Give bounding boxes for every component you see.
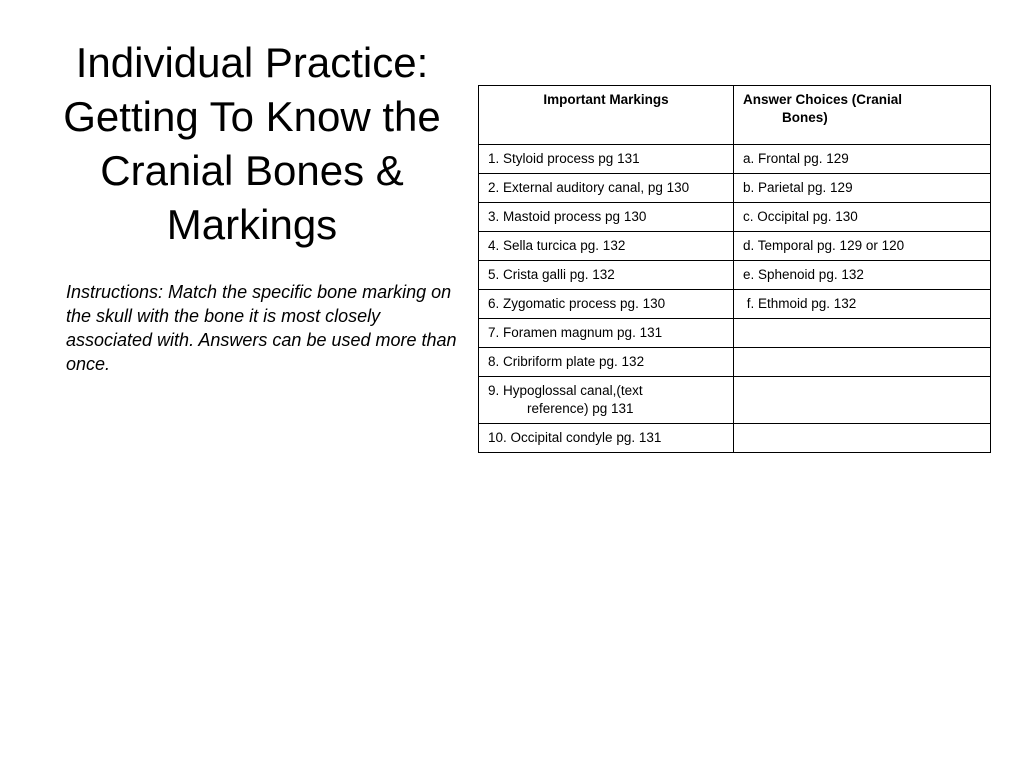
marking-wrap xyxy=(488,382,724,418)
matching-table xyxy=(478,85,991,453)
header-important-markings: Important Markings xyxy=(479,86,734,145)
header-answer-line2: Bones) xyxy=(782,110,828,125)
answer-cell: c. Occipital pg. 130 xyxy=(734,203,991,232)
answer-cell: f. Ethmoid pg. 132 xyxy=(734,290,991,319)
answer-cell: e. Sphenoid pg. 132 xyxy=(734,261,991,290)
answer-cell xyxy=(734,348,991,377)
marking-cell: 4. Sella turcica pg. 132 xyxy=(479,232,734,261)
instructions-text: Instructions: Match the specific bone marking on the skull with the bone it is most closely associated with. Answers can be used more than once. xyxy=(66,282,457,374)
table-row xyxy=(479,232,991,261)
answer-cell: d. Temporal pg. 129 or 120 xyxy=(734,232,991,261)
answer-cell: b. Parietal pg. 129 xyxy=(734,174,991,203)
table-row xyxy=(479,424,991,453)
marking-cell: 7. Foramen magnum pg. 131 xyxy=(479,319,734,348)
marking-line2: reference) pg 131 xyxy=(527,401,634,416)
table-row xyxy=(479,203,991,232)
marking-cell: 5. Crista galli pg. 132 xyxy=(479,261,734,290)
answer-cell: a. Frontal pg. 129 xyxy=(734,145,991,174)
marking-line1: 9. Hypoglossal canal,(text xyxy=(488,383,643,398)
answer-cell xyxy=(734,424,991,453)
table-row xyxy=(479,377,991,424)
marking-cell: 3. Mastoid process pg 130 xyxy=(479,203,734,232)
marking-cell: 1. Styloid process pg 131 xyxy=(479,145,734,174)
marking-cell: 2. External auditory canal, pg 130 xyxy=(479,174,734,203)
table-header-row xyxy=(479,86,991,145)
header-answer-line1: Answer Choices (Cranial xyxy=(743,92,903,107)
title-line: Getting To Know the xyxy=(63,93,441,140)
slide-title xyxy=(28,36,476,252)
table-row xyxy=(479,290,991,319)
title-line: Markings xyxy=(166,201,338,248)
table-row xyxy=(479,319,991,348)
table-row xyxy=(479,348,991,377)
title-line: Cranial Bones & xyxy=(100,147,404,194)
marking-cell: 8. Cribriform plate pg. 132 xyxy=(479,348,734,377)
marking-cell: 6. Zygomatic process pg. 130 xyxy=(479,290,734,319)
table-row xyxy=(479,145,991,174)
table-row xyxy=(479,261,991,290)
answer-cell xyxy=(734,377,991,424)
table-row xyxy=(479,174,991,203)
header-answer-wrap xyxy=(743,91,981,127)
title-line: Individual Practice: xyxy=(75,39,429,86)
marking-cell xyxy=(479,377,734,424)
header-answer-choices xyxy=(734,86,991,145)
marking-cell: 10. Occipital condyle pg. 131 xyxy=(479,424,734,453)
answer-cell xyxy=(734,319,991,348)
